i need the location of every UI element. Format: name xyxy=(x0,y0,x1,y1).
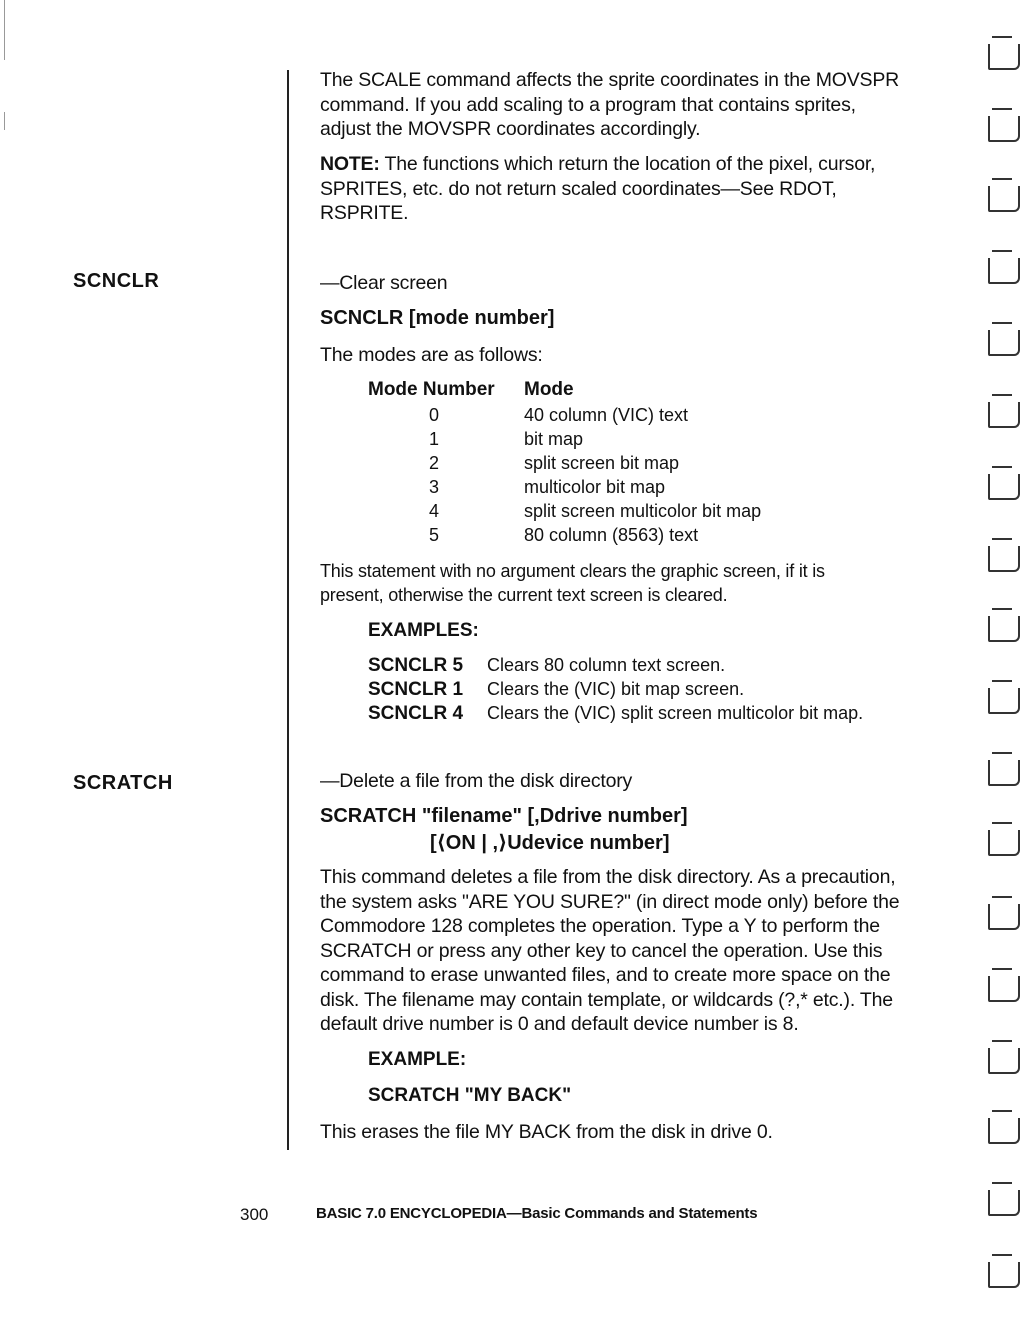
side-heading-scnclr: SCNCLR xyxy=(73,270,160,292)
intro-paragraph: The SCALE command affects the sprite coordinates in the MOVSPR command. If you add scaling to a program that contains sprites, adjust the MOVSPR coordinates accordingly. xyxy=(320,69,900,140)
hole-mark xyxy=(988,616,1020,642)
table-header-mode-number: Mode Number xyxy=(368,379,495,400)
hole-mark xyxy=(988,44,1020,70)
hole-mark xyxy=(988,1118,1020,1144)
hole-mark xyxy=(988,1262,1020,1288)
table-header-mode: Mode xyxy=(524,379,574,400)
hole-mark xyxy=(988,330,1020,356)
hole-mark xyxy=(992,322,1012,324)
hole-mark xyxy=(988,760,1020,786)
hole-mark xyxy=(992,822,1012,824)
hole-mark xyxy=(988,474,1020,500)
mode-number: 5 xyxy=(429,525,440,545)
scnclr-syntax: SCNCLR [mode number] xyxy=(320,307,555,329)
scratch-description: —Delete a file from the disk directory xyxy=(320,770,633,792)
hole-mark xyxy=(988,116,1020,142)
mode-name: 80 column (8563) text xyxy=(524,525,699,545)
hole-mark xyxy=(992,466,1012,468)
scan-edge-mark xyxy=(4,0,5,60)
footer-title-bold: BASIC 7.0 ENCYCLOPEDIA— xyxy=(316,1205,522,1222)
hole-mark xyxy=(992,394,1012,396)
scratch-example-command: SCRATCH "MY BACK" xyxy=(368,1085,572,1106)
hole-mark xyxy=(992,1254,1012,1256)
column-rule xyxy=(287,70,289,1150)
hole-mark xyxy=(988,186,1020,212)
hole-mark xyxy=(992,896,1012,898)
hole-mark xyxy=(988,976,1020,1002)
scratch-closing: This erases the file MY BACK from the disk in drive 0. xyxy=(320,1121,773,1143)
hole-mark xyxy=(992,968,1012,970)
footer-title-rest: Basic Commands and Statements xyxy=(521,1205,758,1222)
examples-label: EXAMPLES: xyxy=(368,620,479,641)
mode-number: 4 xyxy=(429,501,440,521)
hole-mark xyxy=(988,546,1020,572)
hole-mark xyxy=(992,608,1012,610)
example-label: EXAMPLE: xyxy=(368,1049,467,1070)
hole-mark xyxy=(992,538,1012,540)
note-label: NOTE: xyxy=(320,153,380,175)
scratch-body: This command deletes a file from the disk directory. As a precaution, the system asks "ARE YOU SURE?" (in direct mode only) before the Commodore 128 completes the operation. Type a Y to perform the SCRATCH or press any other key to cancel the operation. Use this command to erase unwanted files, and to create more space on the disk. The filename may contain template, or wildcards (?,* etc.). The default drive number is 0 and default device number is 8. xyxy=(320,866,900,1035)
hole-mark xyxy=(992,1040,1012,1042)
hole-mark xyxy=(988,402,1020,428)
example-text: Clears the (VIC) split screen multicolor bit map. xyxy=(487,703,864,723)
mode-name: 40 column (VIC) text xyxy=(524,405,689,425)
scratch-syntax-line1: SCRATCH "filename" [,Ddrive number] xyxy=(320,805,688,827)
side-heading-scratch: SCRATCH xyxy=(73,772,173,794)
running-footer xyxy=(316,1205,757,1222)
mode-number: 1 xyxy=(429,429,440,449)
hole-mark xyxy=(992,752,1012,754)
mode-number: 0 xyxy=(429,405,440,425)
example-command: SCNCLR 4 xyxy=(368,703,464,724)
mode-name: bit map xyxy=(524,429,584,449)
hole-mark xyxy=(988,904,1020,930)
example-text: Clears 80 column text screen. xyxy=(487,655,726,675)
mode-name: split screen multicolor bit map xyxy=(524,501,762,521)
hole-mark xyxy=(988,1048,1020,1074)
hole-mark xyxy=(988,830,1020,856)
modes-intro: The modes are as follows: xyxy=(320,344,543,366)
hole-mark xyxy=(992,1182,1012,1184)
page-number: 300 xyxy=(240,1205,269,1224)
hole-mark xyxy=(992,680,1012,682)
hole-mark xyxy=(992,178,1012,180)
hole-mark xyxy=(988,688,1020,714)
mode-name: multicolor bit map xyxy=(524,477,666,497)
scnclr-body: This statement with no argument clears the graphic screen, if it is present, otherwise the current text screen is cleared. xyxy=(320,561,825,605)
mode-number: 2 xyxy=(429,453,440,473)
hole-mark xyxy=(988,258,1020,284)
scratch-syntax-line2: [⟨ON | ,⟩Udevice number] xyxy=(430,832,670,854)
hole-mark xyxy=(988,1190,1020,1216)
mode-number: 3 xyxy=(429,477,440,497)
scan-edge-mark xyxy=(4,112,5,130)
example-text: Clears the (VIC) bit map screen. xyxy=(487,679,745,699)
example-command: SCNCLR 5 xyxy=(368,655,464,676)
hole-mark xyxy=(992,36,1012,38)
hole-mark xyxy=(992,1110,1012,1112)
scnclr-description: —Clear screen xyxy=(320,272,448,294)
example-command: SCNCLR 1 xyxy=(368,679,464,700)
note-paragraph: NOTE: The functions which return the location of the pixel, cursor, SPRITES, etc. do not return scaled coordinates—See RDOT, RSPRITE. xyxy=(320,153,876,224)
hole-mark xyxy=(992,250,1012,252)
hole-mark xyxy=(992,108,1012,110)
mode-name: split screen bit map xyxy=(524,453,680,473)
